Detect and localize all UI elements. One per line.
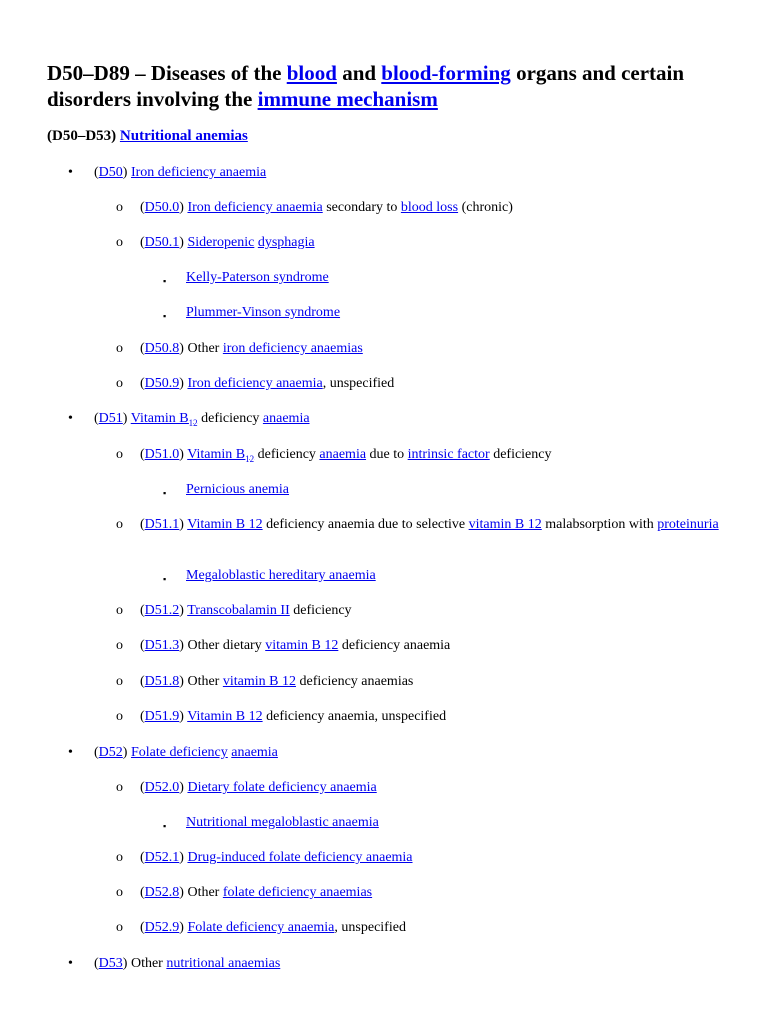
term-link[interactable]: Dietary folate deficiency anaemia [187,780,377,795]
term-link[interactable]: Iron deficiency anaemia [130,165,267,180]
code-link[interactable]: D52.0 [144,780,180,795]
term-link[interactable]: Folate deficiency [130,745,228,760]
term-link[interactable]: folate deficiency anaemias [222,885,373,900]
section-heading [47,126,248,146]
code-link[interactable]: D51.3 [144,638,180,653]
list-item-nutritional-megaloblastic [186,814,379,832]
circle-marker: o [116,235,123,250]
square-marker: ▪ [163,574,167,584]
list-item-d52-0: (D52.0) Dietary folate deficiency anaemia [140,780,377,795]
list-item-d51-8: (D51.8) Other vitamin B 12 deficiency anaemias [140,674,414,689]
term-link[interactable]: Iron deficiency anaemia [187,376,323,391]
square-marker: ▪ [163,311,167,321]
list-item-kelly-paterson [186,269,329,287]
code-link[interactable]: D50.8 [144,341,180,356]
code-link[interactable]: D52.9 [144,920,180,935]
term-link[interactable]: anaemia [262,411,310,426]
circle-marker: o [116,447,123,462]
code-link[interactable]: D50.0 [144,200,180,215]
code-link[interactable]: D51.0 [144,447,180,462]
circle-marker: o [116,850,123,865]
square-marker: ▪ [163,821,167,831]
list-item-d51-3: (D51.3) Other dietary vitamin B 12 deficiency anaemia [140,638,451,653]
term-link[interactable]: vitamin B 12 [265,638,339,653]
title-mid: organs and certain disorders involving the [47,61,685,111]
circle-marker: o [116,517,123,532]
term-link[interactable]: dysphagia [257,235,315,250]
term-link[interactable]: Vitamin $B_{12}$ [130,411,198,428]
list-item-d52: (D52) Folate deficiency anaemia [94,745,278,760]
list-item-d51-0: (D51.0) Vitamin $B_{12}$ deficiency anaemia due to intrinsic factor deficiency [140,447,552,464]
term-link[interactable]: vitamin B 12 [222,674,296,689]
bullet-marker: • [68,745,73,760]
code-link[interactable]: D50 [98,165,123,180]
term-link[interactable]: intrinsic factor [407,447,490,462]
term-link[interactable]: Transcobalamin II [187,603,290,618]
code-link[interactable]: D50.1 [144,235,180,250]
term-link[interactable]: nutritional anaemias [166,956,281,971]
term-link[interactable]: Sideropenic [187,235,255,250]
term-link[interactable]: Pernicious anemia [186,482,290,497]
term-link[interactable]: Kelly-Paterson syndrome [186,270,329,285]
term-link[interactable]: Vitamin B 12 [187,709,263,724]
circle-marker: o [116,200,123,215]
bullet-marker: • [68,411,73,426]
circle-marker: o [116,709,123,724]
code-link[interactable]: D50.9 [144,376,180,391]
term-link[interactable]: vitamin B 12 [468,517,542,532]
term-link[interactable]: proteinuria [657,517,719,532]
code-link[interactable]: D52 [98,745,123,760]
list-item-d50: (D50) Iron deficiency anaemia [94,165,267,180]
code-link[interactable]: D52.1 [144,850,180,865]
title-prefix: D50–D89 – Diseases of the [47,61,287,85]
list-item-d52-8: (D52.8) Other folate deficiency anaemias [140,885,373,900]
code-link[interactable]: D51.9 [144,709,180,724]
circle-marker: o [116,885,123,900]
list-item-d52-1: (D52.1) Drug-induced folate deficiency anaemia [140,850,413,865]
list-item-d50-9: (D50.9) Iron deficiency anaemia, unspecified [140,376,395,391]
term-link[interactable]: anaemia [319,447,367,462]
term-link[interactable]: Drug-induced folate deficiency anaemia [187,850,413,865]
list-item-d51: (D51) Vitamin $B_{12}$ deficiency anaemia [94,411,310,428]
code-link[interactable]: D51.1 [144,517,180,532]
list-item-megaloblastic-hereditary [186,567,376,585]
term-link[interactable]: Folate deficiency anaemia [187,920,335,935]
circle-marker: o [116,674,123,689]
code-link[interactable]: D51.8 [144,674,180,689]
circle-marker: o [116,780,123,795]
code-link[interactable]: D53 [98,956,123,971]
page-title [47,60,737,112]
term-link[interactable]: Megaloblastic hereditary anaemia [186,568,376,583]
circle-marker: o [116,638,123,653]
list-item-d51-1: (D51.1) Vitamin B 12 deficiency anaemia due to selective vitamin B 12 malabsorption with proteinuria [140,517,719,532]
list-item-d52-9: (D52.9) Folate deficiency anaemia, unspecified [140,920,406,935]
circle-marker: o [116,603,123,618]
code-link[interactable]: D51.2 [144,603,180,618]
circle-marker: o [116,920,123,935]
code-link[interactable]: D51 [98,411,123,426]
list-item-plummer-vinson [186,304,340,322]
square-marker: ▪ [163,276,167,286]
bullet-marker: • [68,165,73,180]
square-marker: ▪ [163,488,167,498]
title-and: and [336,61,382,85]
list-item-d51-9: (D51.9) Vitamin B 12 deficiency anaemia, unspecified [140,709,447,724]
circle-marker: o [116,341,123,356]
term-link[interactable]: Vitamin $B_{12}$ [187,447,255,464]
term-link[interactable]: Iron deficiency anaemia [187,200,323,215]
link-blood[interactable]: blood [286,61,337,85]
list-item-d50-8: (D50.8) Other iron deficiency anaemias [140,341,363,356]
bullet-marker: • [68,956,73,971]
term-link[interactable]: iron deficiency anaemias [222,341,363,356]
link-immune-mechanism[interactable]: immune mechanism [257,87,438,111]
list-item-d53: (D53) Other nutritional anaemias [94,956,281,971]
list-item-d50-1: (D50.1) Sideropenic dysphagia [140,235,315,250]
section-code: (D50–D53) [47,128,120,144]
link-blood-forming[interactable]: blood-forming [381,61,511,85]
link-nutritional-anemias[interactable]: Nutritional anemias [119,128,248,144]
list-item-pernicious-anemia [186,481,289,499]
list-item-d50-0: (D50.0) Iron deficiency anaemia secondary to blood loss (chronic) [140,200,513,215]
list-item-d51-2: (D51.2) Transcobalamin II deficiency [140,603,352,618]
circle-marker: o [116,376,123,391]
term-link[interactable]: Nutritional megaloblastic anaemia [186,815,379,830]
code-link[interactable]: D52.8 [144,885,180,900]
term-link[interactable]: blood loss [400,200,459,215]
term-link[interactable]: Plummer-Vinson syndrome [186,305,341,320]
term-link[interactable]: Vitamin B 12 [187,517,263,532]
term-link[interactable]: anaemia [231,745,278,760]
